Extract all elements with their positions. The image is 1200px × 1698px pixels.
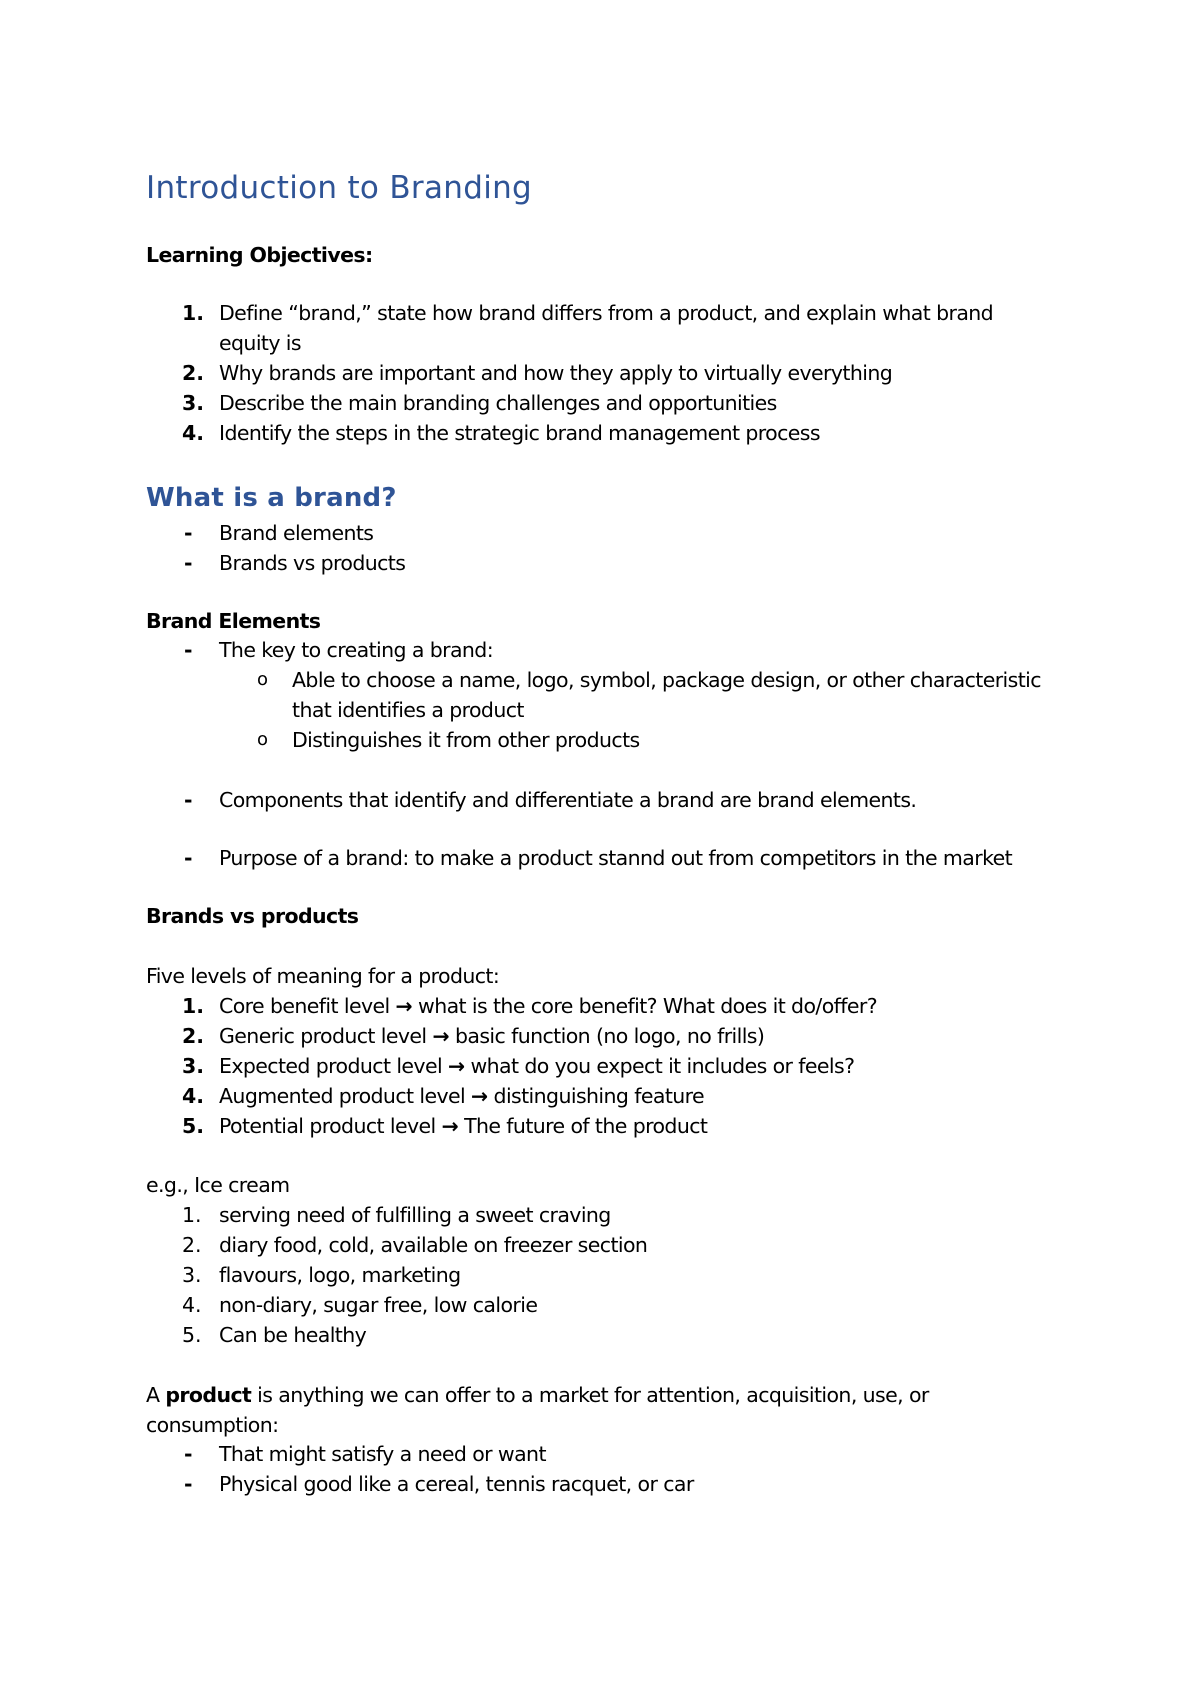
right-arrow-icon: → xyxy=(441,1114,459,1138)
dash-bullet: - xyxy=(184,521,193,545)
level-label: Core benefit level xyxy=(219,994,390,1018)
example-item: non-diary, sugar free, low calorie xyxy=(219,1293,538,1317)
example-intro: e.g., Ice cream xyxy=(146,1173,290,1197)
example-number: 2. xyxy=(182,1233,202,1257)
example-number: 4. xyxy=(182,1293,202,1317)
example-number: 5. xyxy=(182,1323,202,1347)
sub-list-item: Distinguishes it from other products xyxy=(292,728,640,752)
level-item xyxy=(219,1081,704,1111)
list-item: The key to creating a brand: xyxy=(219,638,494,662)
level-label: Expected product level xyxy=(219,1054,443,1078)
list-item: Physical good like a cereal, tennis racquet, or car xyxy=(219,1472,694,1496)
sub-list-item: Able to choose a name, logo, symbol, package design, or other characteristic xyxy=(292,668,1041,692)
right-arrow-icon: → xyxy=(432,1024,450,1048)
right-arrow-icon: → xyxy=(471,1084,488,1108)
objective-text: Describe the main branding challenges and opportunities xyxy=(219,391,777,415)
product-definition-prefix: A xyxy=(146,1383,166,1407)
example-item: serving need of fulfilling a sweet craving xyxy=(219,1203,611,1227)
objective-number: 2. xyxy=(182,361,205,385)
dash-bullet: - xyxy=(184,846,193,870)
right-arrow-icon: → xyxy=(395,994,413,1018)
list-item: Brands vs products xyxy=(219,551,406,575)
level-number: 5. xyxy=(182,1114,205,1138)
list-item: That might satisfy a need or want xyxy=(219,1442,546,1466)
example-item: diary food, cold, available on freezer section xyxy=(219,1233,648,1257)
level-label: Potential product level xyxy=(219,1114,436,1138)
level-label: Augmented product level xyxy=(219,1084,466,1108)
list-item: Purpose of a brand: to make a product stannd out from competitors in the market xyxy=(219,846,1013,870)
level-item xyxy=(219,991,877,1021)
objective-number: 4. xyxy=(182,421,205,445)
brand-elements-heading: Brand Elements xyxy=(146,609,321,633)
level-description: distinguishing feature xyxy=(493,1084,705,1108)
objective-number: 3. xyxy=(182,391,205,415)
product-definition-continued: consumption: xyxy=(146,1413,279,1437)
level-label: Generic product level xyxy=(219,1024,427,1048)
list-item: Components that identify and differentiate a brand are brand elements. xyxy=(219,788,917,812)
example-number: 3. xyxy=(182,1263,202,1287)
objective-text: Why brands are important and how they apply to virtually everything xyxy=(219,361,893,385)
objective-number: 1. xyxy=(182,301,205,325)
objective-text: Define “brand,” state how brand differs from a product, and explain what brand xyxy=(219,301,994,325)
example-item: flavours, logo, marketing xyxy=(219,1263,461,1287)
dash-bullet: - xyxy=(184,1472,193,1496)
dash-bullet: - xyxy=(184,1442,193,1466)
example-item: Can be healthy xyxy=(219,1323,367,1347)
level-item xyxy=(219,1021,764,1051)
level-item xyxy=(219,1051,854,1081)
level-description: what is the core benefit? What does it do/offer? xyxy=(418,994,878,1018)
dash-bullet: - xyxy=(184,788,193,812)
level-description: what do you expect it includes or feels? xyxy=(470,1054,855,1078)
document-title: Introduction to Branding xyxy=(146,170,533,206)
what-is-brand-heading: What is a brand? xyxy=(146,483,397,513)
level-item xyxy=(219,1111,707,1141)
circle-bullet: o xyxy=(257,669,269,690)
objective-text-continued: equity is xyxy=(219,331,301,355)
brands-vs-products-heading: Brands vs products xyxy=(146,904,359,928)
level-number: 4. xyxy=(182,1084,205,1108)
level-number: 2. xyxy=(182,1024,205,1048)
product-definition xyxy=(146,1380,929,1410)
product-term: product xyxy=(165,1383,252,1407)
circle-bullet: o xyxy=(257,729,269,750)
right-arrow-icon: → xyxy=(448,1054,465,1078)
dash-bullet: - xyxy=(184,551,193,575)
level-number: 3. xyxy=(182,1054,205,1078)
level-description: basic function (no logo, no frills) xyxy=(454,1024,765,1048)
level-description: The future of the product xyxy=(464,1114,708,1138)
learning-objectives-heading: Learning Objectives: xyxy=(146,243,373,267)
dash-bullet: - xyxy=(184,638,193,662)
objective-text: Identify the steps in the strategic brand management process xyxy=(219,421,820,445)
sub-list-item-continued: that identifies a product xyxy=(292,698,524,722)
example-number: 1. xyxy=(182,1203,202,1227)
list-item: Brand elements xyxy=(219,521,374,545)
five-levels-intro: Five levels of meaning for a product: xyxy=(146,964,500,988)
level-number: 1. xyxy=(182,994,205,1018)
product-definition-text: is anything we can offer to a market for attention, acquisition, use, or xyxy=(251,1383,929,1407)
